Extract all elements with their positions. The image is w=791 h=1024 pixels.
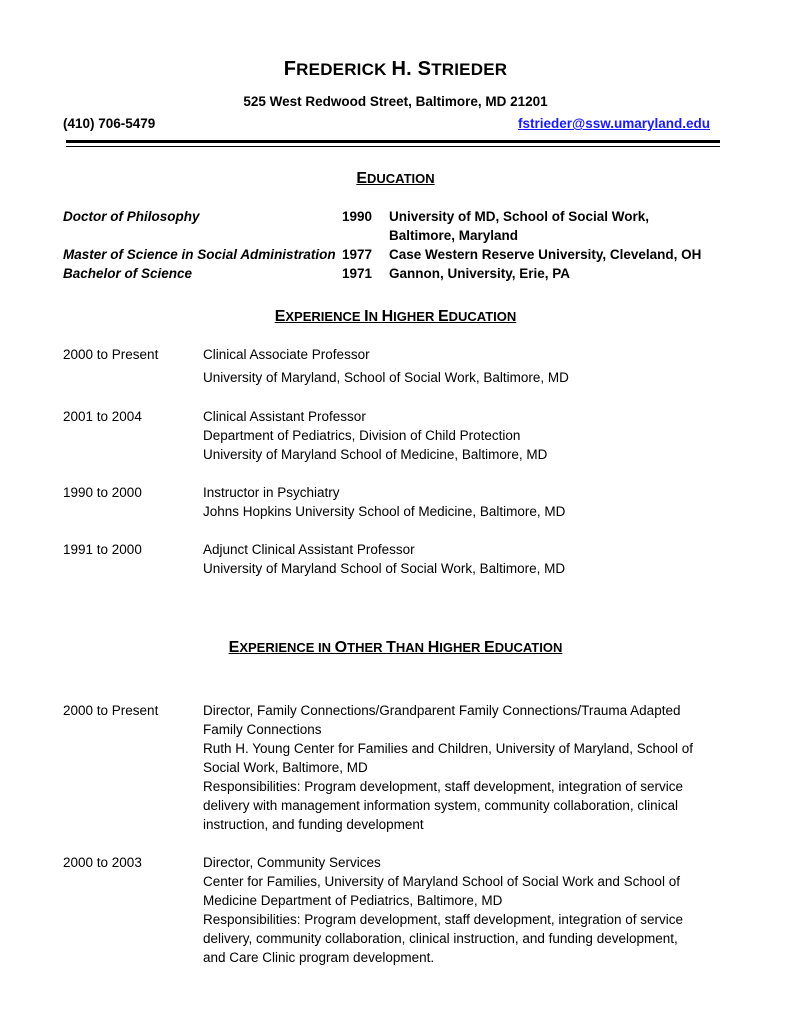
entry-line: delivery with management information system, community collaboration, clinical xyxy=(203,798,678,813)
education-row xyxy=(63,266,743,285)
entry-title: Director, Community Services xyxy=(203,855,381,870)
entry-date: 2000 to Present xyxy=(63,703,159,718)
heading-cap: T xyxy=(386,639,396,656)
heading-rest: HAN xyxy=(395,640,428,655)
heading-cap: H xyxy=(381,308,394,325)
phone-number: (410) 706-5479 xyxy=(63,116,156,131)
entry-line: Social Work, Baltimore, MD xyxy=(203,760,368,775)
degree-year: 1977 xyxy=(342,247,373,262)
name-part-cap: H. xyxy=(391,58,418,80)
entry-title: Clinical Associate Professor xyxy=(203,347,370,362)
address: 525 West Redwood Street, Baltimore, MD 21201 xyxy=(243,94,548,109)
heading-rest: XPERIENCE xyxy=(285,309,365,324)
heading-rest: DUCATION xyxy=(367,171,435,186)
entry-title: Instructor in Psychiatry xyxy=(203,485,340,500)
other-education-heading xyxy=(0,639,791,657)
entry-line: Johns Hopkins University School of Medicine, Baltimore, MD xyxy=(203,504,566,519)
entry-date: 2000 to 2003 xyxy=(63,855,142,870)
degree-year: 1990 xyxy=(342,209,373,224)
entry-title: Director, Family Connections/Grandparent Family Connections/Trauma Adapted xyxy=(203,703,681,718)
header-divider-thick xyxy=(66,140,720,143)
degree-year: 1971 xyxy=(342,266,373,281)
entry-date: 2000 to Present xyxy=(63,347,159,362)
higher-education-heading xyxy=(0,308,791,326)
heading-cap: I xyxy=(364,308,369,325)
entry-title: Clinical Assistant Professor xyxy=(203,409,366,424)
heading-cap: H xyxy=(427,639,440,656)
entry-line: instruction, and funding development xyxy=(203,817,424,832)
resume-name xyxy=(0,58,791,81)
entry-line: Center for Families, University of Maryland School of Social Work and School of xyxy=(203,874,680,889)
name-part-cap: S xyxy=(417,58,432,80)
entry-line: Department of Pediatrics, Division of Child Protection xyxy=(203,428,521,443)
header-divider-thin xyxy=(66,146,720,147)
heading-cap: E xyxy=(274,308,286,325)
education-row xyxy=(63,247,743,266)
entry-line: Responsibilities: Program development, staff development, integration of service xyxy=(203,779,684,794)
entry-line: Ruth H. Young Center for Families and Children, University of Maryland, School of xyxy=(203,741,693,756)
entry-line: delivery, community collaboration, clinical instruction, and funding development, xyxy=(203,931,678,946)
school: Gannon, University, Erie, PA xyxy=(389,266,571,281)
email-link[interactable]: fstrieder@ssw.umaryland.edu xyxy=(518,116,710,131)
entry-date: 1990 to 2000 xyxy=(63,485,142,500)
entry-title: Adjunct Clinical Assistant Professor xyxy=(203,542,415,557)
entry-line: Responsibilities: Program development, staff development, integration of service xyxy=(203,912,684,927)
education-heading xyxy=(0,170,791,188)
degree: Doctor of Philosophy xyxy=(63,209,200,224)
degree: Master of Science in Social Administration xyxy=(63,247,336,262)
heading-rest: DUCATION xyxy=(494,640,563,655)
entry-date: 1991 to 2000 xyxy=(63,542,142,557)
heading-rest: IGHER xyxy=(439,640,485,655)
heading-cap: E xyxy=(437,308,449,325)
education-row xyxy=(63,209,743,228)
degree: Bachelor of Science xyxy=(63,266,193,281)
name-part-cap: F xyxy=(283,58,297,80)
entry-line: University of Maryland School of Medicine, Baltimore, MD xyxy=(203,447,548,462)
name-part-rest: REDERICK xyxy=(296,60,392,79)
heading-cap: E xyxy=(484,639,495,656)
entry-line: Medicine Department of Pediatrics, Baltimore, MD xyxy=(203,893,503,908)
entry-date: 2001 to 2004 xyxy=(63,409,142,424)
heading-rest: N xyxy=(368,309,382,324)
education-row xyxy=(63,228,743,247)
school: University of MD, School of Social Work, xyxy=(389,209,650,224)
heading-cap: O xyxy=(334,639,348,656)
heading-cap: E xyxy=(228,639,240,656)
heading-rest: XPERIENCE IN xyxy=(239,640,335,655)
entry-line: University of Maryland School of Social Work, Baltimore, MD xyxy=(203,561,566,576)
entry-line: University of Maryland, School of Social Work, Baltimore, MD xyxy=(203,370,569,385)
heading-rest: DUCATION xyxy=(448,309,517,324)
heading-rest: THER xyxy=(347,640,387,655)
heading-rest: IGHER xyxy=(393,309,438,324)
school: Case Western Reserve University, Cleveland, OH xyxy=(389,247,702,262)
school: Baltimore, Maryland xyxy=(389,228,519,243)
entry-line: Family Connections xyxy=(203,722,322,737)
heading-cap: E xyxy=(356,170,368,187)
name-part-rest: TRIEDER xyxy=(431,60,508,79)
entry-line: and Care Clinic program development. xyxy=(203,950,435,965)
